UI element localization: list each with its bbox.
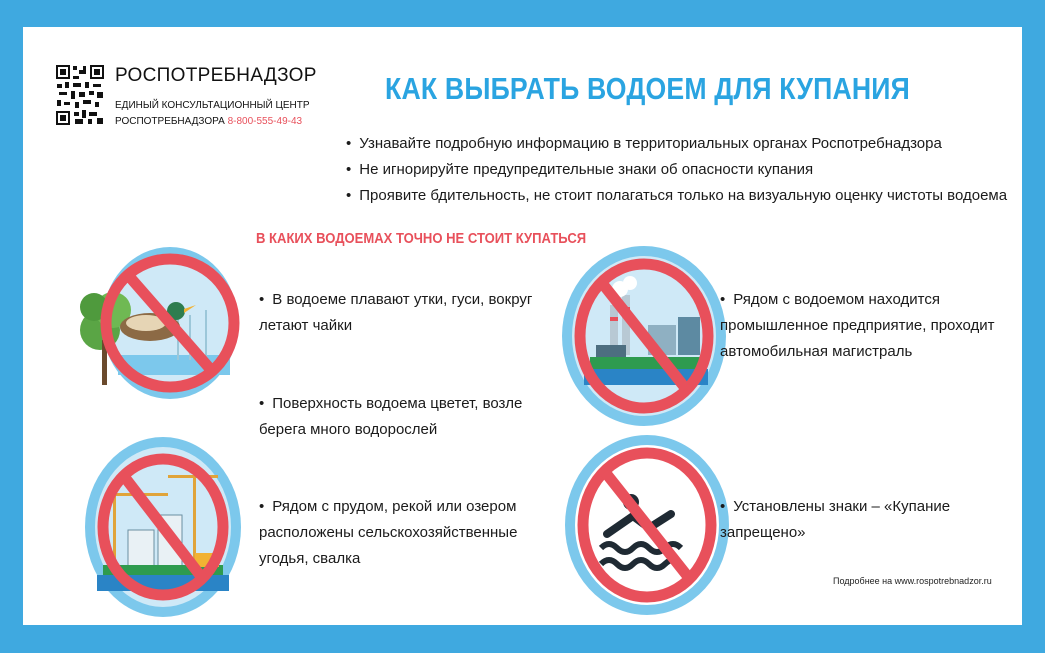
construction-site-icon (83, 435, 243, 619)
bullet: • (259, 498, 265, 515)
item-line: В водоеме плавают утки, гуси, вокруг (272, 291, 533, 308)
item-line: Поверхность водоема цветет, возле (272, 395, 523, 412)
item-line: летают чайки (259, 317, 353, 334)
duck-pond-icon (78, 245, 240, 401)
tip-item: • Проявите бдительность, не стоит полагаться только на визуальную оценку чистоты водоема (346, 183, 1007, 209)
bloom-item (259, 391, 522, 443)
org-name: РОСПОТРЕБНАДЗОР (115, 65, 317, 86)
item-line: Рядом с водоемом находится (733, 291, 940, 308)
org-center-line-2 (115, 116, 302, 127)
bullet: • (259, 291, 265, 308)
poster (23, 27, 1022, 625)
item-line: Рядом с прудом, рекой или озером (272, 498, 517, 515)
source-link[interactable]: Подробнее на www.rospotrebnadzor.ru (833, 576, 992, 586)
factory-icon (560, 245, 728, 427)
no-swimming-icon (563, 432, 731, 618)
org-center-line: ЕДИНЫЙ КОНСУЛЬТАЦИОННЫЙ ЦЕНТР (115, 100, 310, 111)
hotline-phone[interactable]: 8-800-555-49-43 (227, 116, 303, 127)
item-line: Установлены знаки – «Купание (733, 498, 951, 515)
bullet: • (720, 291, 726, 308)
bullet: • (720, 498, 726, 515)
item-line: запрещено» (720, 524, 806, 541)
tip-item: • Не игнорируйте предупредительные знаки об опасности купания (346, 157, 1007, 183)
ducks-item (259, 287, 532, 339)
signs-item (720, 494, 950, 546)
bullet: • (259, 395, 265, 412)
farm-item (259, 494, 517, 572)
section-heading: В КАКИХ ВОДОЕМАХ ТОЧНО НЕ СТОИТ КУПАТЬСЯ (256, 231, 587, 247)
org-line2-text: РОСПОТРЕБНАДЗОРА (115, 116, 225, 127)
item-line: расположены сельскохозяйственные (259, 524, 518, 541)
item-line: автомобильная магистраль (720, 343, 913, 360)
tips-list (346, 131, 1007, 209)
item-line: промышленное предприятие, проходит (720, 317, 995, 334)
tip-item: • Узнавайте подробную информацию в территориальных органах Роспотребнадзора (346, 131, 1007, 157)
page-title: КАК ВЫБРАТЬ ВОДОЕМ ДЛЯ КУПАНИЯ (385, 71, 910, 106)
industry-item (720, 287, 995, 365)
item-line: берега много водорослей (259, 421, 438, 438)
qr-code-icon (55, 64, 105, 126)
item-line: угодья, свалка (259, 550, 361, 567)
